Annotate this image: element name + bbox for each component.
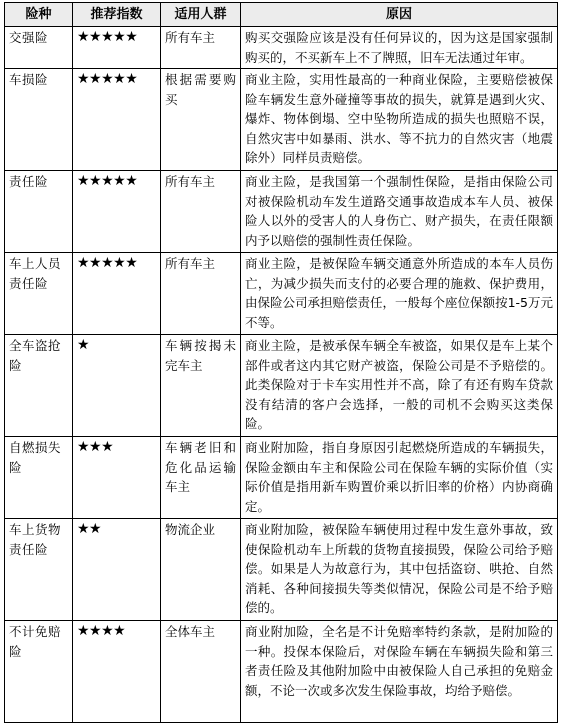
reason-cell: 购买交强险应该是没有任何异议的，因为这是国家强制购买的，不买新车上不了牌照，旧车无法通过年审。 (241, 27, 558, 69)
star-rating-cell: ★★★★ (73, 621, 161, 723)
insurance-type-cell: 全车盗抢险 (5, 335, 73, 437)
insurance-type-cell: 车损险 (5, 69, 73, 171)
header-applicable-people: 适用人群 (161, 3, 241, 27)
star-rating-cell: ★★★★★ (73, 69, 161, 171)
applicable-people-cell: 所有车主 (161, 171, 241, 253)
applicable-people-cell: 车辆按揭未完车主 (161, 335, 241, 437)
header-recommend-index: 推荐指数 (73, 3, 161, 27)
insurance-type-cell: 责任险 (5, 171, 73, 253)
table-row (5, 253, 558, 335)
header-insurance-type: 险种 (5, 3, 73, 27)
insurance-type-cell: 自燃损失险 (5, 437, 73, 519)
applicable-people-cell: 物流企业 (161, 519, 241, 621)
star-rating-cell: ★★★★★ (73, 27, 161, 69)
applicable-people-cell: 车辆老旧和危化品运输车主 (161, 437, 241, 519)
table-row (5, 69, 558, 171)
table-row (5, 335, 558, 437)
star-rating-cell: ★★★★★ (73, 253, 161, 335)
table-row (5, 27, 558, 69)
reason-cell: 商业附加险，全名是不计免赔率特约条款，是附加险的一种。投保本保险后，对保险车辆在车辆损失险和第三者责任险及其他附加险中由被保险人自己承担的免赔金额，不论一次或多次发生保险事故，均给予赔偿。 (241, 621, 558, 723)
reason-cell: 商业附加险，被保险车辆使用过程中发生意外事故，致使保险机动车上所载的货物直接损毁，保险公司给予赔偿。如果是人为故意行为，其中包括盗窃、哄抢、自然消耗、各种间接损失等类似情况，保险公司是不给予赔偿的。 (241, 519, 558, 621)
applicable-people-cell: 所有车主 (161, 27, 241, 69)
star-rating-cell: ★ (73, 335, 161, 437)
star-rating-cell: ★★ (73, 519, 161, 621)
table-row (5, 171, 558, 253)
table-row (5, 519, 558, 621)
table-row (5, 437, 558, 519)
header-reason: 原因 (241, 3, 558, 27)
applicable-people-cell: 所有车主 (161, 253, 241, 335)
reason-cell: 商业附加险，指自身原因引起燃烧所造成的车辆损失，保险金额由车主和保险公司在保险车辆的实际价值（实际价值是指用新车购置价乘以折旧率的价格）内协商确定。 (241, 437, 558, 519)
insurance-type-cell: 不计免赔险 (5, 621, 73, 723)
reason-cell: 商业主险，是被保险车辆交通意外所造成的本车人员伤亡，为减少损失而支付的必要合理的施救、保护费用，由保险公司承担赔偿责任，一般每个座位保额按1-5万元不等。 (241, 253, 558, 335)
star-rating-cell: ★★★ (73, 437, 161, 519)
applicable-people-cell: 全体车主 (161, 621, 241, 723)
insurance-type-cell: 车上人员责任险 (5, 253, 73, 335)
reason-cell: 商业主险，是被承保车辆全车被盗，如果仅是车上某个部件或者这内其它财产被盗，保险公司是不予赔偿的。此类保险对于卡车实用性并不高，除了有还有购车贷款没有结清的客户会选择，一般的司机不会购买这类保险。 (241, 335, 558, 437)
table-row (5, 621, 558, 723)
insurance-type-cell: 车上货物责任险 (5, 519, 73, 621)
reason-cell: 商业主险，是我国第一个强制性保险，是指由保险公司对被保险机动车发生道路交通事故造成本车人员、被保险人以外的受害人的人身伤亡、财产损失，在责任限额内予以赔偿的强制性责任保险。 (241, 171, 558, 253)
insurance-type-cell: 交强险 (5, 27, 73, 69)
star-rating-cell: ★★★★★ (73, 171, 161, 253)
applicable-people-cell: 根据需要购买 (161, 69, 241, 171)
insurance-recommendation-table (4, 2, 558, 723)
reason-cell: 商业主险，实用性最高的一种商业保险，主要赔偿被保险车辆发生意外碰撞等事故的损失，就算是遇到火灾、爆炸、物体倒塌、空中坠物所造成的损失也照赔不误，自然灾害中如暴雨、洪水、等不抗力的自然灾害（地震除外）同样员责赔偿。 (241, 69, 558, 171)
table-header-row (5, 3, 558, 27)
